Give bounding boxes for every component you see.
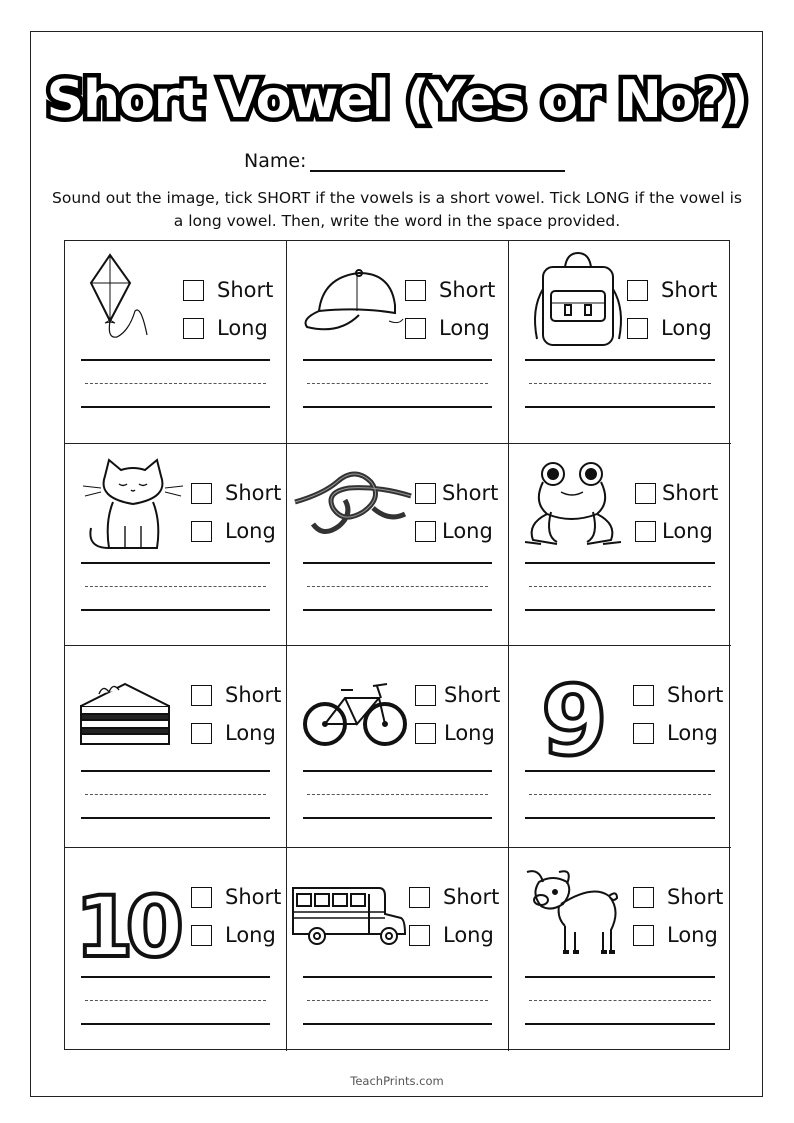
short-option[interactable]: Short <box>415 474 498 512</box>
long-option[interactable]: Long <box>191 714 281 752</box>
long-checkbox[interactable] <box>633 925 654 946</box>
long-option[interactable]: Long <box>191 916 281 954</box>
exercise-cell <box>65 848 287 1051</box>
long-checkbox[interactable] <box>191 925 212 946</box>
short-option[interactable]: Short <box>183 271 273 309</box>
long-checkbox[interactable] <box>635 521 656 542</box>
name-label: Name: <box>244 150 307 172</box>
short-option[interactable]: Short <box>405 271 495 309</box>
short-checkbox[interactable] <box>627 280 648 301</box>
frog-icon <box>521 452 631 552</box>
long-option[interactable]: Long <box>415 512 498 550</box>
long-option[interactable]: Long <box>405 309 495 347</box>
number-9-icon <box>537 664 647 764</box>
pig-icon <box>523 866 633 966</box>
exercise-grid <box>64 240 730 1050</box>
name-row <box>244 148 565 172</box>
writing-lines[interactable] <box>303 976 492 1025</box>
worksheet-title: Short Vowel (Yes or No?) <box>46 70 748 130</box>
bike-icon <box>301 668 411 768</box>
name-field[interactable] <box>310 148 565 172</box>
exercise-cell <box>287 444 509 646</box>
writing-lines[interactable] <box>81 770 270 819</box>
short-checkbox[interactable] <box>633 887 654 908</box>
exercise-cell <box>287 646 509 848</box>
cap-icon <box>299 249 409 349</box>
cat-icon <box>77 452 187 552</box>
short-option[interactable]: Short <box>635 474 718 512</box>
short-checkbox[interactable] <box>191 887 212 908</box>
exercise-cell <box>287 848 509 1051</box>
short-option[interactable]: Short <box>627 271 717 309</box>
short-checkbox[interactable] <box>191 685 212 706</box>
exercise-cell <box>509 444 731 646</box>
long-option[interactable]: Long <box>191 512 281 550</box>
short-checkbox[interactable] <box>633 685 654 706</box>
exercise-cell <box>509 241 731 444</box>
svg-text:10: 10 <box>75 878 176 970</box>
short-option[interactable]: Short <box>191 474 281 512</box>
kite-icon <box>77 249 187 349</box>
bus-icon <box>289 878 399 978</box>
long-checkbox[interactable] <box>191 521 212 542</box>
exercise-cell <box>509 848 731 1051</box>
short-checkbox[interactable] <box>409 887 430 908</box>
exercise-cell <box>287 241 509 444</box>
exercise-cell <box>65 646 287 848</box>
number-10-icon <box>75 870 185 970</box>
long-option[interactable]: Long <box>633 916 723 954</box>
short-checkbox[interactable] <box>635 483 656 504</box>
footer-site: TeachPrints.com <box>350 1074 444 1088</box>
long-checkbox[interactable] <box>191 723 212 744</box>
svg-text:9: 9 <box>541 665 608 764</box>
exercise-cell <box>65 444 287 646</box>
writing-lines[interactable] <box>81 976 270 1025</box>
cake-icon <box>77 668 187 768</box>
writing-lines[interactable] <box>303 359 492 408</box>
long-checkbox[interactable] <box>405 318 426 339</box>
writing-lines[interactable] <box>303 562 492 611</box>
writing-lines[interactable] <box>81 562 270 611</box>
short-checkbox[interactable] <box>191 483 212 504</box>
long-option[interactable]: Long <box>183 309 273 347</box>
long-checkbox[interactable] <box>633 723 654 744</box>
long-checkbox[interactable] <box>627 318 648 339</box>
writing-lines[interactable] <box>81 359 270 408</box>
long-option[interactable]: Long <box>409 916 499 954</box>
knot-icon <box>293 452 403 552</box>
exercise-cell <box>509 646 731 848</box>
short-option[interactable]: Short <box>633 676 723 714</box>
long-option[interactable]: Long <box>635 512 718 550</box>
short-option[interactable]: Short <box>633 878 723 916</box>
short-checkbox[interactable] <box>415 483 436 504</box>
instructions: Sound out the image, tick SHORT if the vowels is a short vowel. Tick LONG if the vowel is a long vowel. Then, write the word in the space provided. <box>52 189 742 230</box>
long-checkbox[interactable] <box>409 925 430 946</box>
short-checkbox[interactable] <box>183 280 204 301</box>
short-option[interactable]: Short <box>415 676 500 714</box>
short-option[interactable]: Short <box>191 878 281 916</box>
short-checkbox[interactable] <box>405 280 426 301</box>
writing-lines[interactable] <box>525 359 715 408</box>
writing-lines[interactable] <box>525 562 715 611</box>
long-checkbox[interactable] <box>183 318 204 339</box>
short-option[interactable]: Short <box>409 878 499 916</box>
long-option[interactable]: Long <box>415 714 500 752</box>
short-option[interactable]: Short <box>191 676 281 714</box>
long-option[interactable]: Long <box>633 714 723 752</box>
writing-lines[interactable] <box>525 976 715 1025</box>
short-checkbox[interactable] <box>415 685 436 706</box>
long-option[interactable]: Long <box>627 309 717 347</box>
writing-lines[interactable] <box>525 770 715 819</box>
long-checkbox[interactable] <box>415 521 436 542</box>
exercise-cell <box>65 241 287 444</box>
backpack-icon <box>521 249 631 349</box>
long-checkbox[interactable] <box>415 723 436 744</box>
writing-lines[interactable] <box>303 770 492 819</box>
